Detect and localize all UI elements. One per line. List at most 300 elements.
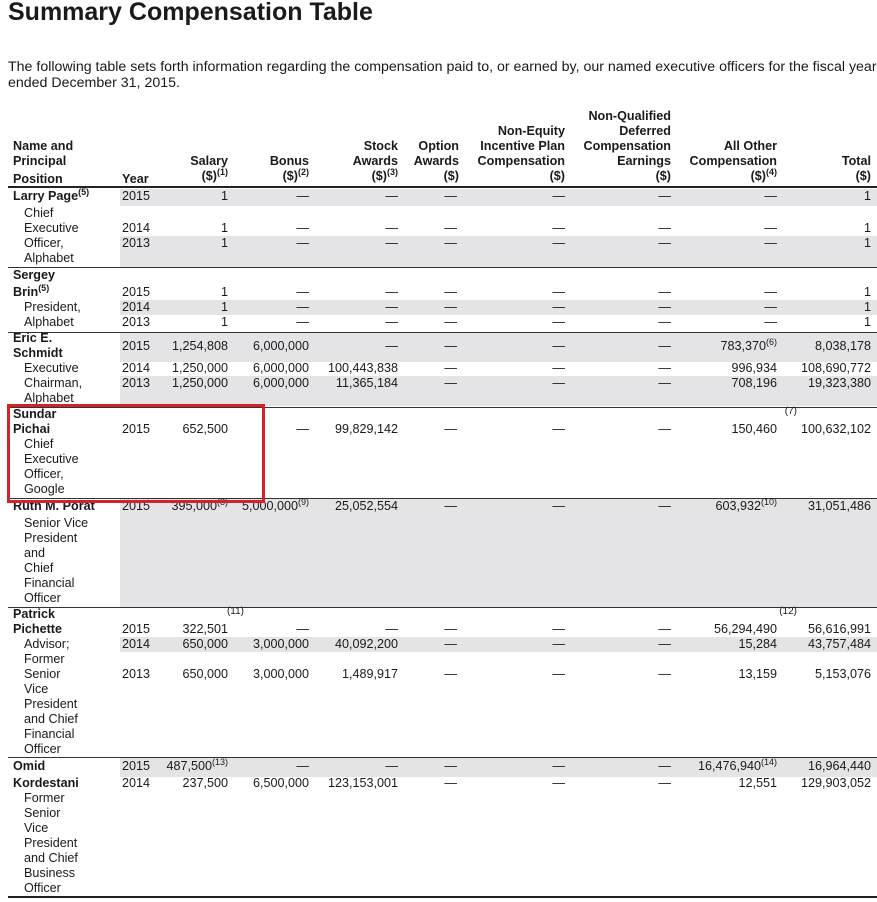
year-cell: 2014	[122, 361, 151, 375]
nonequity-cell	[552, 361, 565, 376]
option-value: —	[444, 622, 457, 636]
allother-cell	[764, 315, 777, 330]
position-line: President	[24, 697, 78, 711]
header-stock-awards: Stock Awards ($)$^{(3)}$	[352, 139, 398, 183]
stock-cell	[328, 776, 398, 791]
stock-cell	[335, 637, 398, 652]
option-value: —	[444, 667, 457, 681]
nonequity-value: —	[552, 285, 565, 299]
allother-cell	[738, 776, 777, 791]
salary-cell	[182, 622, 228, 637]
row-shading	[120, 499, 877, 607]
bonus-value: —	[296, 189, 309, 203]
officer-name-text: Pichai	[13, 422, 51, 436]
total-value: 1	[863, 300, 871, 314]
allother-value: —	[764, 315, 777, 329]
salary-cell	[221, 300, 228, 315]
officer-position	[24, 516, 114, 606]
header-rule	[8, 186, 877, 188]
footnote-ref: (8)	[217, 497, 228, 507]
bonus-cell	[296, 300, 309, 315]
position-line: Chief	[24, 206, 54, 220]
nonequity-cell	[552, 759, 565, 774]
nonequity-cell	[552, 236, 565, 251]
officer-name-text: Kordestani	[13, 776, 79, 790]
deferred-value: —	[658, 637, 671, 651]
option-value: —	[444, 236, 457, 250]
position-line: and	[24, 546, 46, 560]
allother-value: 150,460	[731, 422, 777, 436]
highlight-box	[7, 404, 265, 503]
deferred-cell	[658, 667, 671, 682]
deferred-cell	[658, 339, 671, 354]
salary-value: 395,000	[171, 499, 217, 513]
intro-paragraph: The following table sets forth information regarding the compensation paid to, or earned by, our named executive officers for the fiscal year ended December 31, 2015.	[8, 59, 877, 91]
salary-value: 487,500	[166, 759, 212, 773]
position-line: and Chief	[24, 851, 78, 865]
allother-cell	[738, 637, 777, 652]
bonus-value: 6,000,000	[252, 361, 309, 375]
allother-value: 15,284	[738, 637, 777, 651]
bonus-value: —	[296, 759, 309, 773]
position-line: and Chief	[24, 712, 78, 726]
bonus-value: —	[296, 422, 309, 436]
stock-cell	[385, 759, 398, 774]
header-option-awards: Option Awards ($)	[413, 139, 459, 183]
nonequity-cell	[552, 189, 565, 204]
option-value: —	[444, 759, 457, 773]
year-cell: 2015	[122, 189, 151, 203]
deferred-value: —	[658, 339, 671, 353]
nonequity-cell	[552, 667, 565, 682]
option-value: —	[444, 422, 457, 436]
deferred-cell	[658, 285, 671, 300]
salary-value: 1	[220, 189, 228, 203]
position-line: Vice	[24, 682, 49, 696]
option-value: —	[444, 339, 457, 353]
bonus-cell	[296, 622, 309, 637]
stock-cell	[335, 499, 398, 514]
bonus-cell	[296, 189, 309, 204]
total-cell	[801, 422, 871, 437]
option-cell	[444, 759, 457, 774]
nonequity-cell	[552, 221, 565, 236]
allother-cell	[764, 221, 777, 236]
table-bottom-rule	[8, 896, 877, 898]
year-cell: 2015	[122, 759, 151, 773]
officer-name-text: Sundar	[13, 407, 57, 421]
stock-cell	[385, 236, 398, 251]
stock-cell	[385, 339, 398, 354]
total-cell	[808, 499, 871, 514]
total-value: 1	[863, 221, 871, 235]
header-name: Name and Principal Position	[13, 139, 74, 186]
bonus-value: —	[296, 622, 309, 636]
allother-cell	[731, 422, 777, 437]
allother-value: 783,370	[720, 339, 766, 353]
salary-value: 1,254,808	[171, 339, 228, 353]
officer-position	[24, 361, 114, 406]
nonequity-cell	[552, 422, 565, 437]
year-cell: 2013	[122, 236, 151, 250]
bonus-value: 6,000,000	[252, 376, 309, 390]
position-line: Former	[24, 652, 65, 666]
position-line: Officer,	[24, 467, 64, 481]
salary-value: 650,000	[182, 667, 228, 681]
stock-value: 123,153,001	[327, 776, 398, 790]
position-line: Former	[24, 791, 65, 805]
footnote-ref: (13)	[211, 757, 228, 767]
salary-value: 1	[220, 236, 228, 250]
year-cell: 2015	[122, 339, 151, 353]
allother-value: —	[764, 221, 777, 235]
nonequity-value: —	[552, 221, 565, 235]
nonequity-value: —	[552, 667, 565, 681]
position-line: Alphabet	[24, 315, 74, 329]
allother-cell	[715, 499, 777, 514]
total-value: 16,964,440	[807, 759, 871, 773]
stock-value: —	[385, 339, 398, 353]
total-value: 1	[863, 285, 871, 299]
bonus-value: 6,000,000	[252, 339, 309, 353]
salary-cell	[221, 315, 228, 330]
year-cell: 2014	[122, 300, 151, 314]
position-line: Chairman,	[24, 376, 83, 390]
officer-position	[24, 637, 114, 757]
officer-name	[13, 346, 123, 361]
salary-value: 650,000	[182, 637, 228, 651]
bonus-cell	[253, 776, 309, 791]
salary-cell	[172, 339, 228, 354]
position-line: Business	[24, 866, 76, 880]
officer-name-text: Eric E.	[13, 331, 53, 345]
header-salary: Salary ($)$^{(1)}$	[190, 154, 228, 183]
officer-name	[13, 285, 123, 300]
bonus-cell	[296, 759, 309, 774]
nonequity-value: —	[552, 376, 565, 390]
year-cell: 2015	[122, 285, 151, 299]
salary-cell	[221, 285, 228, 300]
total-value: 31,051,486	[807, 499, 871, 513]
deferred-cell	[658, 315, 671, 330]
bonus-value: —	[296, 300, 309, 314]
salary-cell	[221, 221, 228, 236]
nonequity-value: —	[552, 189, 565, 203]
option-value: —	[444, 637, 457, 651]
deferred-value: —	[658, 300, 671, 314]
deferred-value: —	[658, 667, 671, 681]
position-line: Advisor;	[24, 637, 70, 651]
deferred-cell	[658, 221, 671, 236]
allother-cell	[698, 759, 777, 774]
salary-cell	[166, 759, 228, 774]
allother-cell	[764, 300, 777, 315]
deferred-value: —	[658, 285, 671, 299]
deferred-value: —	[658, 221, 671, 235]
nonequity-value: —	[552, 759, 565, 773]
header-bonus: Bonus ($)$^{(2)}$	[269, 154, 309, 183]
nonequity-value: —	[552, 499, 565, 513]
year-cell: 2015	[122, 422, 151, 436]
salary-value: 1,250,000	[171, 361, 228, 375]
deferred-value: —	[658, 622, 671, 636]
option-cell	[444, 361, 457, 376]
option-cell	[444, 221, 457, 236]
nonequity-value: —	[552, 361, 565, 375]
position-line: Chief	[24, 561, 54, 575]
bonus-value: 3,000,000	[252, 637, 309, 651]
deferred-cell	[658, 776, 671, 791]
allother-cell	[764, 189, 777, 204]
stock-value: —	[385, 300, 398, 314]
total-cell	[815, 667, 871, 682]
year-cell: 2015	[122, 622, 151, 636]
salary-value: 652,500	[182, 422, 228, 436]
position-line: Alphabet	[24, 251, 74, 265]
officer-name	[13, 331, 123, 346]
salary-value: 1	[220, 285, 228, 299]
bonus-cell	[253, 361, 309, 376]
footnote-ref: (7)	[784, 406, 797, 417]
stock-cell	[385, 189, 398, 204]
stock-value: —	[385, 759, 398, 773]
allother-cell	[714, 622, 777, 637]
deferred-value: —	[658, 376, 671, 390]
allother-cell	[731, 361, 777, 376]
stock-cell	[335, 422, 398, 437]
deferred-value: —	[658, 189, 671, 203]
deferred-value: —	[658, 499, 671, 513]
year-cell: 2015	[122, 499, 151, 513]
nonequity-cell	[552, 285, 565, 300]
allother-cell	[731, 376, 777, 391]
position-line: President	[24, 836, 78, 850]
allother-value: —	[764, 285, 777, 299]
salary-value: 1	[220, 300, 228, 314]
officer-position	[24, 300, 114, 330]
officer-name	[13, 622, 123, 637]
stock-cell	[385, 285, 398, 300]
stock-cell	[328, 361, 398, 376]
allother-value: 996,934	[731, 361, 777, 375]
position-line: Alphabet	[24, 391, 74, 405]
total-value: 5,153,076	[814, 667, 871, 681]
officer-name-text: Patrick	[13, 607, 56, 621]
position-line: Vice	[24, 821, 49, 835]
footnote-ref: (9)	[298, 497, 309, 507]
deferred-value: —	[658, 422, 671, 436]
total-cell	[864, 315, 871, 330]
bonus-cell	[253, 637, 309, 652]
option-value: —	[444, 499, 457, 513]
stock-value: —	[385, 285, 398, 299]
nonequity-value: —	[552, 637, 565, 651]
position-line: Officer	[24, 881, 61, 895]
total-value: 19,323,380	[807, 376, 871, 390]
nonequity-cell	[552, 339, 565, 354]
stock-cell	[385, 622, 398, 637]
officer-name	[13, 759, 123, 774]
salary-cell	[221, 189, 228, 204]
option-value: —	[444, 285, 457, 299]
total-cell	[808, 637, 871, 652]
officer-position	[24, 791, 114, 896]
salary-value: 1,250,000	[171, 376, 228, 390]
allother-cell	[738, 667, 777, 682]
position-line: Chief	[24, 437, 54, 451]
allother-cell	[720, 339, 777, 354]
officer-name	[13, 776, 123, 791]
nonequity-cell	[552, 315, 565, 330]
total-cell	[801, 776, 871, 791]
deferred-cell	[658, 361, 671, 376]
salary-cell	[172, 376, 228, 391]
option-cell	[444, 315, 457, 330]
year-cell: 2013	[122, 667, 151, 681]
salary-value: 322,501	[182, 622, 228, 636]
row-divider	[8, 607, 877, 608]
nonequity-value: —	[552, 776, 565, 790]
nonequity-value: —	[552, 300, 565, 314]
option-value: —	[444, 300, 457, 314]
bonus-value: —	[296, 236, 309, 250]
option-cell	[444, 189, 457, 204]
position-line: Officer	[24, 742, 61, 756]
officer-position	[24, 206, 114, 266]
footnote-ref: (11)	[226, 606, 244, 617]
position-line: Financial	[24, 576, 75, 590]
position-line: Officer	[24, 591, 61, 605]
footnote-ref: (5)	[78, 187, 90, 197]
total-cell	[864, 189, 871, 204]
header-year: Year	[122, 172, 149, 186]
allother-value: 603,932	[715, 499, 761, 513]
allother-value: 56,294,490	[713, 622, 777, 636]
salary-cell	[182, 637, 228, 652]
nonequity-cell	[552, 776, 565, 791]
total-value: 43,757,484	[807, 637, 871, 651]
stock-value: —	[385, 236, 398, 250]
nonequity-value: —	[552, 315, 565, 329]
row-divider	[8, 267, 877, 268]
position-line: Executive	[24, 221, 79, 235]
bonus-value: 3,000,000	[252, 667, 309, 681]
option-cell	[444, 776, 457, 791]
year-cell: 2013	[122, 376, 151, 390]
nonequity-value: —	[552, 236, 565, 250]
bonus-cell	[296, 285, 309, 300]
officer-name	[13, 268, 123, 283]
position-line: President	[24, 531, 78, 545]
bonus-cell	[296, 236, 309, 251]
nonequity-cell	[552, 300, 565, 315]
stock-value: —	[385, 622, 398, 636]
stock-cell	[385, 315, 398, 330]
footnote-ref: (12)	[779, 606, 797, 617]
salary-cell	[182, 667, 228, 682]
deferred-value: —	[658, 361, 671, 375]
deferred-cell	[658, 236, 671, 251]
bonus-cell	[296, 221, 309, 236]
officer-name-text: Ruth M. Porat	[13, 499, 95, 513]
deferred-cell	[658, 189, 671, 204]
position-line: Google	[24, 482, 65, 496]
position-line: Executive	[24, 452, 79, 466]
stock-cell	[385, 300, 398, 315]
position-line: Executive	[24, 361, 79, 375]
salary-value: 237,500	[182, 776, 228, 790]
stock-cell	[336, 376, 398, 391]
total-cell	[864, 221, 871, 236]
option-cell	[444, 285, 457, 300]
header-all-other: All Other Compensation ($)$^{(4)}$	[689, 139, 777, 183]
salary-cell	[182, 776, 228, 791]
deferred-value: —	[658, 776, 671, 790]
header-non-equity: Non-Equity Incentive Plan Compensation ($)	[477, 124, 565, 183]
nonequity-cell	[552, 499, 565, 514]
stock-value: —	[385, 221, 398, 235]
allother-cell	[764, 236, 777, 251]
stock-value: 11,365,184	[335, 376, 398, 390]
bonus-value: —	[296, 285, 309, 299]
deferred-cell	[658, 622, 671, 637]
deferred-cell	[658, 499, 671, 514]
option-value: —	[444, 776, 457, 790]
officer-name	[13, 607, 123, 622]
option-value: —	[444, 189, 457, 203]
deferred-cell	[658, 300, 671, 315]
allother-value: 13,159	[738, 667, 777, 681]
position-line: Senior	[24, 667, 61, 681]
nonequity-value: —	[552, 622, 565, 636]
officer-name-text: Brin	[13, 285, 39, 299]
stock-value: —	[385, 189, 398, 203]
page-title: Summary Compensation Table	[8, 0, 373, 26]
nonequity-cell	[552, 376, 565, 391]
bonus-cell	[253, 376, 309, 391]
option-cell	[444, 300, 457, 315]
allother-value: —	[764, 300, 777, 314]
nonequity-value: —	[552, 339, 565, 353]
bonus-value: 5,000,000	[241, 499, 298, 513]
option-cell	[444, 422, 457, 437]
bonus-cell	[253, 339, 309, 354]
header-total: Total ($)	[841, 154, 871, 183]
year-cell: 2014	[122, 776, 151, 790]
stock-value: 40,092,200	[334, 637, 398, 651]
deferred-cell	[658, 422, 671, 437]
footnote-ref: (6)	[766, 337, 777, 347]
position-line: Senior Vice	[24, 516, 89, 530]
salary-value: 1	[220, 221, 228, 235]
bonus-cell	[296, 422, 309, 437]
nonequity-value: —	[552, 422, 565, 436]
total-value: 108,690,772	[800, 361, 871, 375]
allother-value: 708,196	[731, 376, 777, 390]
total-cell	[864, 300, 871, 315]
total-value: 1	[863, 236, 871, 250]
header-deferred-comp: Non-Qualified Deferred Compensation Earnings ($)	[583, 109, 671, 183]
option-value: —	[444, 361, 457, 375]
year-cell: 2014	[122, 637, 151, 651]
total-value: 100,632,102	[800, 422, 871, 436]
stock-cell	[385, 221, 398, 236]
officer-name-text: Larry Page	[13, 189, 79, 203]
nonequity-cell	[552, 622, 565, 637]
bonus-value: —	[296, 315, 309, 329]
deferred-cell	[658, 759, 671, 774]
total-cell	[801, 361, 871, 376]
